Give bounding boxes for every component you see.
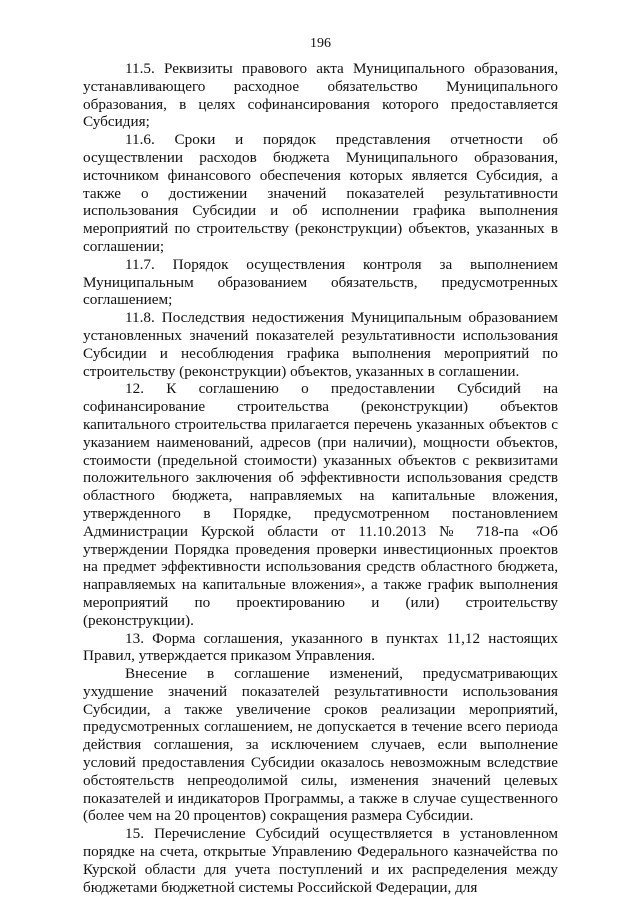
page-number: 196: [310, 36, 331, 51]
paragraph-15: 15. Перечисление Субсидий осуществляется в установленном порядке на счета, открытые Управлению Федерального казначейства по Курской области для учета поступлений и их распределения между бюджетами бюджетной системы Российской Федерации, для: [83, 825, 558, 896]
paragraph-11-8: 11.8. Последствия недостижения Муниципальным образованием установленных значений показателей результативности использования Субсидии и несоблюдения графика выполнения мероприятий по строительству (реконструкции) объектов, указанных в соглашении.: [83, 309, 558, 380]
document-body: [83, 60, 558, 896]
paragraph-13: 13. Форма соглашения, указанного в пунктах 11,12 настоящих Правил, утверждается приказом Управления.: [83, 629, 558, 665]
paragraph-amendments: Внесение в соглашение изменений, предусматривающих ухудшение значений показателей результативности использования Субсидии, а также увеличение сроков реализации мероприятий, предусмотренных соглашением, не допускается в течение всего периода действия соглашения, за исключением случаев, если выполнение условий предоставления Субсидии оказалось невозможным вследствие обстоятельств непреодолимой силы, изменения значений целевых показателей и индикаторов Программы, а также в случае существенного (более чем на 20 процентов) сокращения размера Субсидии.: [83, 665, 558, 825]
paragraph-11-7: 11.7. Порядок осуществления контроля за выполнением Муниципальным образованием обязательств, предусмотренных соглашением;: [83, 255, 558, 309]
paragraph-12: 12. К соглашению о предоставлении Субсидий на софинансирование строительства (реконструкции) объектов капитального строительства прилагается перечень указанных объектов с указанием наименований, адресов (при наличии), мощности объектов, стоимости (предельной стоимости) указанных объектов с реквизитами положительного заключения об эффективности использования средств областного бюджета, направляемых на капитальные вложения, утвержденного в Порядке, предусмотренном постановлением Администрации Курской области от 11.10.2013 № 718-па «Об утверждении Порядка проведения проверки инвестиционных проектов на предмет эффективности использования средств областного бюджета, направляемых на капитальные вложения», а также график выполнения мероприятий по проектированию и (или) строительству (реконструкции).: [83, 380, 558, 629]
paragraph-11-6: 11.6. Сроки и порядок представления отчетности об осуществлении расходов бюджета Муниципального образования, источником финансового обеспечения которых является Субсидия, а также о достижении значений показателей результативности использования Субсидии и об исполнении графика выполнения мероприятий по строительству (реконструкции) объектов, указанных в соглашении;: [83, 131, 558, 255]
paragraph-11-5: 11.5. Реквизиты правового акта Муниципального образования, устанавливающего расходное обязательство Муниципального образования, в целях софинансирования которого предоставляется Субсидия;: [83, 60, 558, 131]
